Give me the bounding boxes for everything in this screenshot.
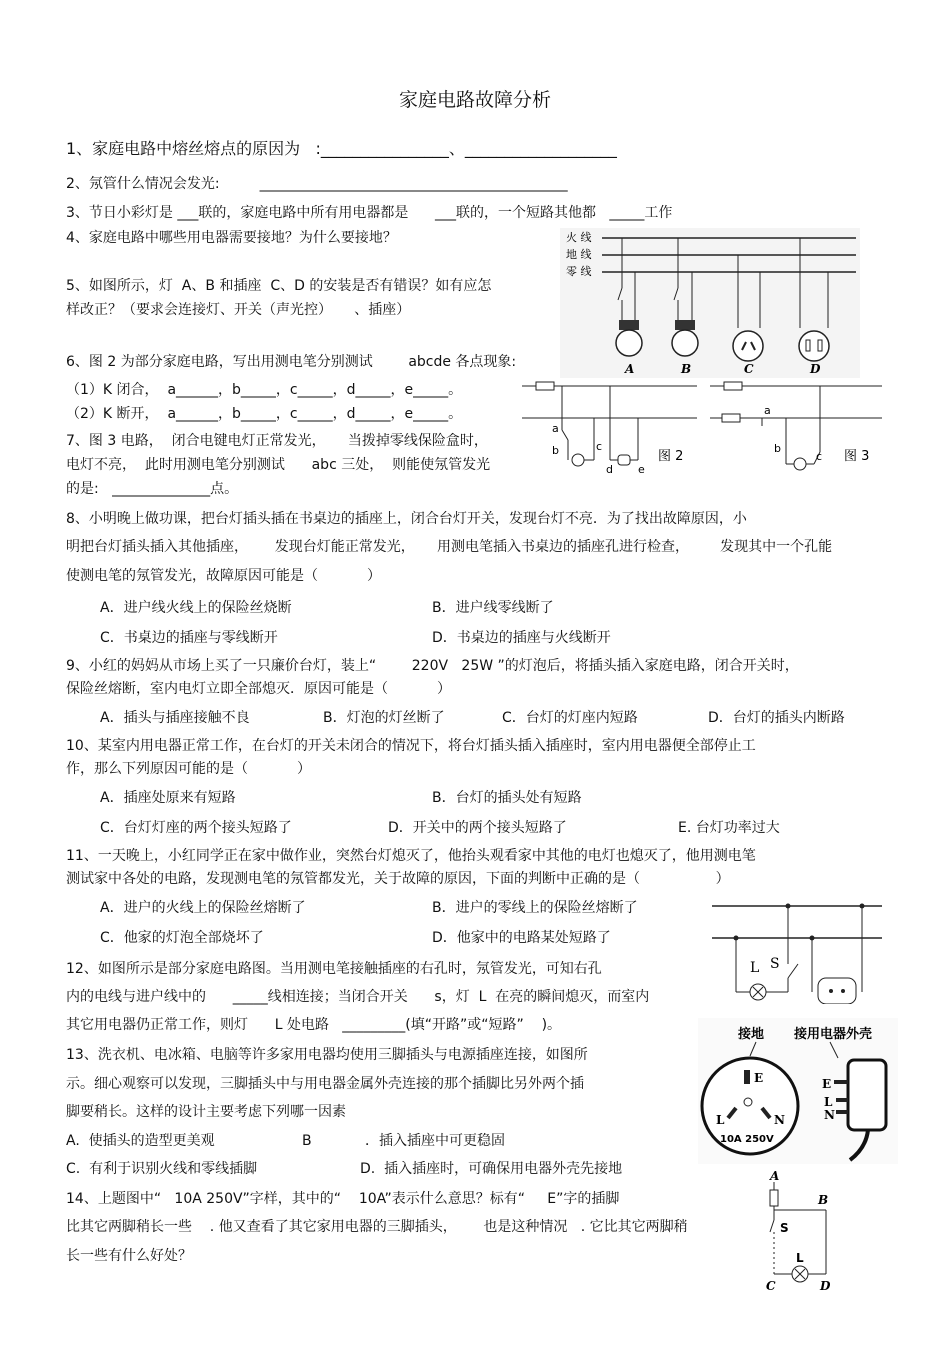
q8-line-1: 8、小明晚上做功课，把台灯插头插在书桌边的插座上，闭合台灯开关，发现台灯不亮．为了找出故障原因，小: [66, 511, 747, 527]
q12-line-1: 12、如图所示是部分家庭电路图。当用测电笔接触插座的右孔时，氖管发光，可知右孔: [66, 961, 602, 977]
q13-line-3: 脚要稍长。这样的设计主要考虑下列哪一因素: [66, 1104, 346, 1120]
label-a: A: [625, 362, 635, 376]
figure-3-circuit: [710, 378, 886, 478]
q10-option-e: E. 台灯功率过大: [678, 820, 780, 836]
q6-line: 6、图 2 为部分家庭电路，写出用测电笔分别测试 abcde 各点现象:: [66, 354, 517, 370]
fig2-point-a: a: [552, 422, 559, 435]
fig2-socket-icon: [618, 455, 630, 465]
figure-2-circuit: [522, 378, 700, 478]
q2-line: 2、氖管什么情况会发光: ____________________________________________: [66, 176, 568, 192]
plug-pin-n: N: [824, 1108, 835, 1122]
fig2-lamp-icon: [572, 454, 584, 466]
q13-option-d: D. 插入插座时，可确保用电器外壳先接地: [360, 1161, 623, 1177]
fig6-lamp-label: L: [796, 1251, 804, 1265]
fig4-socket-icon: [818, 978, 856, 1004]
rating-label: 10A 250V: [720, 1134, 774, 1145]
label-b: B: [681, 362, 692, 376]
figure-lamp-switch-socket: [712, 892, 884, 1004]
fig6-point-a: A: [770, 1169, 780, 1183]
q13-line-2: 示。细心观察可以发现，三脚插头中与用电器金属外壳连接的那个插脚比另外两个插: [66, 1076, 584, 1092]
fig2-point-e: e: [638, 463, 645, 476]
q9-line-1: 9、小红的妈妈从市场上买了一只廉价台灯，装上“ 220V 25W ”的灯泡后，将插头插入家庭电路，闭合开关时，: [66, 658, 799, 674]
q10-option-a: A．插座处原来有短路: [100, 790, 236, 806]
q11-option-d: D．他家中的电路某处短路了: [432, 930, 611, 946]
q8-line-2: 明把台灯插头插入其他插座， 发现台灯能正常发光， 用测电笔插入书桌边的插座孔进行检查， 发现其中一个孔能: [66, 539, 833, 555]
q11-line-1: 11、一天晚上，小红同学正在家中做作业，突然台灯熄灭了，他抬头观看家中其他的电灯也熄灭了，他用测电笔: [66, 848, 756, 864]
q11-option-a: A．进户的火线上的保险丝熔断了: [100, 900, 306, 916]
q10-option-c: C．台灯灯座的两个接头短路了: [100, 820, 292, 836]
q8-line-3: 使测电笔的氖管发光，故障原因可能是（ ）: [66, 568, 381, 584]
q8-option-c: C．书桌边的插座与零线断开: [100, 630, 278, 646]
q10-option-b: B．台灯的插头处有短路: [432, 790, 582, 806]
live-wire-label: 火 线: [566, 231, 592, 244]
lamp-a-icon: [616, 330, 642, 356]
q5-line-2: 样改正？（要求会连接灯、开关（声光控） 、插座）: [66, 302, 411, 318]
plug-pin-l: L: [824, 1095, 833, 1109]
plug-body-icon: [848, 1060, 886, 1130]
q10-line-2: 作，那么下列原因可能的是（ ）: [66, 761, 311, 777]
q11-option-c: C．他家的灯泡全部烧坏了: [100, 930, 264, 946]
socket-d-icon: [799, 331, 829, 361]
q9-option-d: D．台灯的插头内断路: [708, 710, 845, 726]
q6-part-1: （1）K 闭合， a______，b_____，c_____，d_____，e_____。: [66, 382, 463, 398]
label-c: C: [744, 362, 754, 376]
figure-wiring-lamps-sockets: [560, 228, 860, 378]
fig2-caption: 图 2: [658, 449, 684, 464]
fig2-point-b: b: [552, 444, 559, 457]
q7-line-1: 7、图 3 电路， 闭合电键电灯正常发光， 当拨掉零线保险盒时，: [66, 433, 488, 449]
q6-part-2: （2）K 断开， a______，b_____，c_____，d_____，e_____。: [66, 406, 463, 422]
fig3-point-b: b: [774, 442, 781, 455]
fig6-point-b: B: [818, 1193, 829, 1207]
fig6-point-d: D: [820, 1279, 831, 1293]
q13-option-b: B ．插入插座中可更稳固: [302, 1133, 506, 1149]
q11-line-2: 测试家中各处的电路，发现测电笔的氖管都发光，关于故障的原因，下面的判断中正确的是（ ）: [66, 871, 730, 887]
q1-line: 1、家庭电路中熔丝熔点的原因为 :________________、___________________: [66, 139, 617, 158]
q14-line-3: 长一些有什么好处？: [66, 1248, 192, 1264]
fig2-point-d: d: [606, 463, 613, 476]
q9-option-c: C．台灯的灯座内短路: [502, 710, 638, 726]
q8-option-a: A．进户线火线上的保险丝烧断: [100, 600, 292, 616]
q10-option-d: D．开关中的两个接头短路了: [388, 820, 567, 836]
q10-line-1: 10、某室内用电器正常工作，在台灯的开关未闭合的情况下，将台灯插头插入插座时，室内用电器便全部停止工: [66, 738, 756, 754]
q14-line-1: 14、上题图中“ 10A 250V”字样，其中的“ 10A”表示什么意思？标有“ E”字的插脚: [66, 1191, 620, 1207]
q14-line-2: 比其它两脚稍长一些 . 他又查看了其它家用电器的三脚插头， 也是这种情况 . 它比其它两脚稍: [66, 1219, 688, 1235]
fig6-switch-label: S: [780, 1221, 789, 1235]
label-d: D: [810, 362, 821, 376]
fig4-switch-label: S: [770, 956, 780, 972]
q12-line-3: 其它用电器仍正常工作，则灯 L 处电路 _________(填“开路”或“短路” )。: [66, 1017, 562, 1033]
figure-abcd-circuit: [742, 1166, 838, 1294]
fig4-lamp-label: L: [750, 960, 760, 976]
q9-line-2: 保险丝熔断，室内电灯立即全部熄灭．原因可能是（ ）: [66, 681, 451, 697]
q13-option-c: C. 有利于识别火线和零线插脚: [66, 1161, 258, 1177]
socket-c-icon: [733, 331, 763, 361]
socket-pin-n: N: [774, 1113, 785, 1127]
fig6-point-c: C: [766, 1279, 776, 1293]
q7-line-2: 电灯不亮， 此时用测电笔分别测试 abc 三处， 则能使氖管发光: [66, 457, 491, 473]
fig3-point-c: c: [816, 450, 823, 463]
earth-wire-label: 地 线: [566, 248, 592, 261]
q8-option-d: D．书桌边的插座与火线断开: [432, 630, 611, 646]
socket-pin-l: L: [716, 1113, 725, 1127]
fig2-point-c: c: [596, 440, 603, 453]
q13-option-a: A. 使插头的造型更美观: [66, 1133, 215, 1149]
q12-line-2: 内的电线与进户线中的 _____线相连接；当闭合开关 s，灯 L 在亮的瞬间熄灭，而室内: [66, 989, 650, 1005]
neutral-wire-label: 零 线: [566, 265, 592, 278]
q7-line-3: 的是: ______________点。: [66, 481, 239, 497]
q4-line: 4、家庭电路中哪些用电器需要接地？为什么要接地？: [66, 230, 397, 246]
earth-label: 接地: [738, 1027, 765, 1042]
q9-option-a: A．插头与插座接触不良: [100, 710, 250, 726]
q5-line-1: 5、如图所示，灯 A、B 和插座 C、D 的安装是否有错误？如有应怎: [66, 278, 492, 294]
q11-option-b: B．进户的零线上的保险丝熔断了: [432, 900, 638, 916]
q13-line-1: 13、洗衣机、电冰箱、电脑等许多家用电器均使用三脚插头与电源插座连接，如图所: [66, 1047, 588, 1063]
lamp-b-icon: [672, 330, 698, 356]
fig3-caption: 图 3: [844, 449, 870, 464]
q9-option-b: B．灯泡的灯丝断了: [323, 710, 445, 726]
socket-pin-e: E: [754, 1071, 764, 1085]
fig3-lamp-icon: [794, 458, 806, 470]
q3-line: 3、节日小彩灯是 ___联的，家庭电路中所有用电器都是 ___联的，一个短路其他都 _____工作: [66, 205, 673, 221]
case-label: 接用电器外壳: [794, 1027, 873, 1042]
fig3-point-a: a: [764, 404, 771, 417]
plug-pin-e: E: [822, 1077, 832, 1091]
page-title: 家庭电路故障分析: [398, 89, 551, 111]
figure-three-pin-plug: [698, 1018, 898, 1164]
q8-option-b: B．进户线零线断了: [432, 600, 554, 616]
